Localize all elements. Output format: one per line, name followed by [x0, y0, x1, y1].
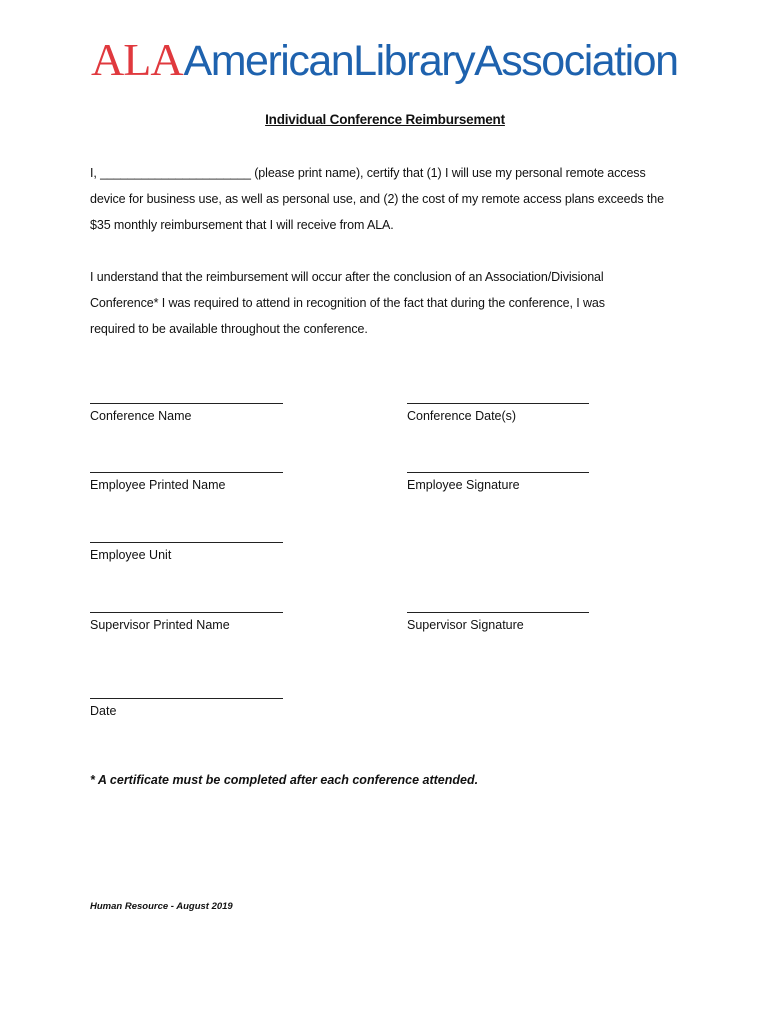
supervisor-signature-label: Supervisor Signature: [407, 618, 524, 632]
paragraph-line: Conference* I was required to attend in recognition of the fact that during the conference, I was: [90, 296, 605, 310]
document-title: Individual Conference Reimbursement: [265, 112, 505, 127]
employee-unit-field[interactable]: [90, 542, 283, 563]
conference-name-label: Conference Name: [90, 409, 192, 423]
supervisor-signature-field[interactable]: [407, 612, 589, 633]
signature-line[interactable]: [407, 612, 589, 613]
document-footer: Human Resource - August 2019: [90, 901, 233, 912]
logo-wordmark: AmericanLibraryAssociation: [183, 37, 678, 85]
supervisor-printed-name-field[interactable]: [90, 612, 283, 633]
paragraph-line: required to be available throughout the conference.: [90, 322, 368, 336]
date-field[interactable]: [90, 698, 283, 719]
signature-line[interactable]: [90, 472, 283, 473]
ala-logo: [91, 34, 678, 87]
certification-paragraph: [90, 160, 690, 238]
paragraph-line: device for business use, as well as personal use, and (2) the cost of my remote access plans exceeds the: [90, 192, 664, 206]
employee-signature-label: Employee Signature: [407, 478, 520, 492]
supervisor-printed-name-label: Supervisor Printed Name: [90, 618, 230, 632]
conference-dates-label: Conference Date(s): [407, 409, 517, 423]
certificate-footnote: * A certificate must be completed after each conference attended.: [90, 773, 479, 787]
date-label: Date: [90, 704, 117, 718]
signature-line[interactable]: [90, 403, 283, 404]
paragraph-line: $35 monthly reimbursement that I will receive from ALA.: [90, 218, 394, 232]
employee-printed-name-label: Employee Printed Name: [90, 478, 226, 492]
employee-unit-label: Employee Unit: [90, 548, 172, 562]
signature-line[interactable]: [407, 472, 589, 473]
signature-line[interactable]: [90, 542, 283, 543]
logo-acronym: ALA: [91, 34, 183, 85]
conference-name-field[interactable]: [90, 403, 283, 424]
employee-printed-name-field[interactable]: [90, 472, 283, 493]
signature-line[interactable]: [90, 612, 283, 613]
paragraph-line: I, ______________________ (please print name), certify that (1) I will use my personal remote access: [90, 166, 646, 180]
signature-line[interactable]: [407, 403, 589, 404]
paragraph-line: I understand that the reimbursement will occur after the conclusion of an Association/Divisional: [90, 270, 604, 284]
signature-line[interactable]: [90, 698, 283, 699]
understanding-paragraph: [90, 264, 690, 342]
conference-dates-field[interactable]: [407, 403, 589, 424]
employee-signature-field[interactable]: [407, 472, 589, 493]
